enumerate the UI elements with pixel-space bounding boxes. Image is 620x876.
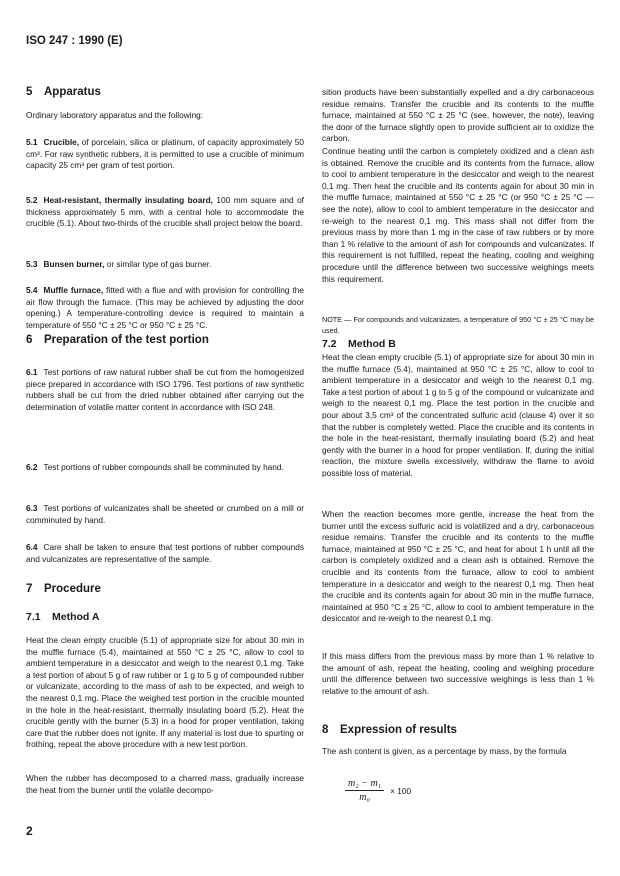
page-number: 2 [26,824,33,838]
clause-number: 5.3 [26,259,38,269]
formula-denominator: m₀ [359,792,370,803]
clause-6-2 [26,462,304,474]
clause-text: 100 mm square and of thickness approximately 5 mm, with a central hole to accommodate the crucible (5.1). About two-thirds of the crucible shall project below the board. [26,195,304,229]
clause-text: fitted with a flue and with provision for controlling the air flow through the furnace. (This may be achieved by adjusting the door opening.) A temperature-controlling device is required to maintain a temperature of 550 °C ± 25 °C or 950 °C ± 25 °C. [26,285,304,330]
clause-6-1 [26,367,304,413]
clause-5-3 [26,259,304,271]
section-number: 8 [322,724,329,736]
clause-6-4 [26,542,304,565]
clause-number: 6.4 [26,542,38,552]
clause-text: of porcelain, silica or platinum, of capacity approximately 50 cm³. For raw synthetic rubbers, it is permitted to use a crucible of minimum capacity 25 cm³ per gram of test portion. [26,137,304,171]
method-a-paragraph-4: Continue heating until the carbon is completely oxidized and a clean ash is obtained. Remove the crucible and its contents from the furnace, allow to cool to ambient temperature in the desiccator and weigh to the nearest 0,1 mg. Then heat the crucible and its contents again for about 30 min in the muffle furnace, maintained at 550 °C ± 25 °C (or 950 °C ± 25 °C — see the note), allow to cool to ambient temperature in the desiccator and re-weigh to the nearest 0,1 mg. This mass shall not differ from the previous mass by more than 1 mg in the case of raw rubbers or by more than 1 % relative to the amount of ash for compounds and vulcanizates. If this requirement is not fulfilled, repeat the heating, cooling and weighing procedure until the difference between two successive weighings meets this requirement. [322,146,594,284]
clause-label: Crucible, [43,137,80,147]
clause-number: 6.2 [26,462,38,472]
clause-number: 5.4 [26,285,38,295]
method-b-paragraph-1: Heat the clean empty crucible (5.1) of appropriate size for about 30 min in the muffle furnace (5.4), maintained at 950 °C ± 25 °C, allow to cool to ambient temperature in a desiccator and weigh to the nearest 0,1 mg. Take a test portion of about 1 g to 5 g of the compound or vulcanizate and weigh to the nearest 0,1 mg. Place the test portion in the crucible and pour about 3,5 cm³ of the concentrated sulfuric acid (clause 4) over it so that the rubber is completely wetted. Place the crucible and its contents in the hole in the heat-resistant, thermally insulating board (5.2) and heat gently with the burner in a hood for proper ventilation. If, during the initial reaction, the mixture swells excessively, withdraw the flame to avoid possible loss of material. [322,352,594,478]
clause-number: 5.1 [26,137,38,147]
clause-text: Test portions of rubber compounds shall be comminuted by hand. [43,462,284,472]
formula-numerator: m₂ − m₁ [345,778,384,791]
clause-5-1 [26,137,304,172]
section-title: Procedure [44,583,101,595]
section-title: Apparatus [44,86,101,98]
subsection-number: 7.2 [322,338,337,350]
subsection-7-1-heading [26,611,99,623]
section-8-heading [322,724,457,736]
clause-6-3 [26,503,304,526]
section-number: 6 [26,334,33,346]
clause-text: Test portions of vulcanizates shall be sheeted or crumbed on a mill or comminuted by hand. [26,503,304,525]
section-8-paragraph: The ash content is given, as a percentage by mass, by the formula [322,746,567,756]
clause-label: Bunsen burner, [43,259,105,269]
section-number: 5 [26,86,33,98]
note: NOTE — For compounds and vulcanizates, a temperature of 950 °C ± 25 °C may be used. [322,315,594,335]
method-a-paragraph-3: sition products have been substantially expelled and a dry carbonaceous residue remains. Transfer the crucible and its contents to the muffle furnace, maintained at 550 °C ± 25 °C (see, however, the note), leaving the door of the furnace slightly open to provide sufficient air to oxidize the carbon. [322,87,594,144]
method-a-paragraph-2: When the rubber has decomposed to a charred mass, gradually increase the heat from the burner until the volatile decompo- [26,773,304,795]
method-a-paragraph-1: Heat the clean empty crucible (5.1) of appropriate size for about 30 min in the muffle furnace (5.4), maintained at 550 °C ± 25 °C, allow to cool to ambient temperature in a desiccator and weigh to the nearest 0,1 mg. Take a test portion of about 5 g of raw rubber or 1 g to 5 g of compounded rubber or vulcanizate, according to the mass of ash to be expected, and weigh to the nearest 0,1 mg. Place the weighed test portion in the crucible mounted in the hole in the heat-resistant, thermally insulating board (5.2). Heat the crucible gently with the burner (5.3) in a hood for proper ventilation, taking care that the rubber does not ignite. If any material is lost due to spurting or frothing, repeat the above procedure with a new test portion. [26,635,304,750]
subsection-title: Method A [52,611,100,623]
section-title: Preparation of the test portion [44,334,209,346]
section-5-intro: Ordinary laboratory apparatus and the following: [26,110,204,120]
clause-label: Muffle furnace, [43,285,104,295]
subsection-7-2-heading [322,338,396,350]
formula-fraction [345,778,384,803]
clause-number: 6.1 [26,367,38,377]
subsection-title: Method B [348,338,396,350]
subsection-number: 7.1 [26,611,41,623]
clause-text: Test portions of raw natural rubber shall be cut from the homogenized piece prepared in accordance with ISO 1796. Test portions of raw synthetic rubbers shall be cut from the dried rubber obtained after carrying out the determination of volatile matter content in accordance with ISO 248. [26,367,304,412]
section-title: Expression of results [340,724,457,736]
method-b-paragraph-3: If this mass differs from the previous mass by more than 1 % relative to the amount of ash, repeat the heating, cooling and weighing procedure until the difference between two successive weighings is less than 1 % relative to the amount of ash. [322,651,594,696]
method-b-paragraph-2: When the reaction becomes more gentle, increase the heat from the burner until the excess sulfuric acid is volatilized and a dry, carbonaceous residue remains. Transfer the crucible and its contents to the muffle furnace, maintained at 950 °C ± 25 °C, and heat for about 1 h until all the carbon is completely oxidized and a clean ash is obtained. Remove the crucible and its contents from the furnace, allow to cool to ambient temperature in a desiccator and weigh to the nearest 0,1 mg. Then heat the crucible and its contents again for about 30 min in the muffle furnace, maintained at 950 °C ± 25 °C, allow to cool to ambient temperature in the desiccator and re-weigh to the nearest 0,1 mg. [322,509,594,624]
clause-5-2 [26,195,304,230]
section-number: 7 [26,583,33,595]
clause-label: Heat-resistant, thermally insulating board, [43,195,213,205]
section-7-heading [26,583,101,595]
ash-content-formula [345,778,411,803]
clause-5-4 [26,285,304,331]
clause-number: 6.3 [26,503,38,513]
clause-text: or similar type of gas burner. [106,259,212,269]
clause-number: 5.2 [26,195,38,205]
formula-factor: × 100 [390,785,412,796]
document-header: ISO 247 : 1990 (E) [26,35,123,47]
section-5-heading [26,86,101,98]
section-6-heading [26,334,209,346]
clause-text: Care shall be taken to ensure that test portions of rubber compounds and vulcanizates are representative of the sample. [26,542,304,564]
